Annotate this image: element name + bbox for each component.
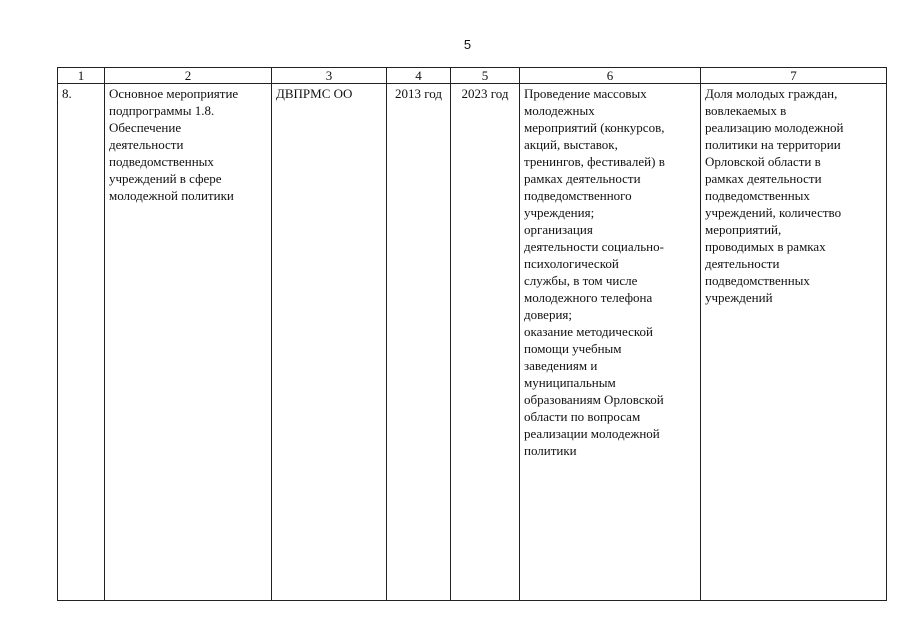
start-year-cell: 2013 год — [387, 84, 451, 601]
table-row — [58, 84, 887, 601]
description-cell: Проведение массовых молодежных мероприятий (конкурсов, акций, выставок, тренингов, фестивалей) в рамках деятельности подведомственного учреждения; организация деятельности социально- психологической службы, в том числе молодежного телефона доверия; оказание методической помощи учебным заведениям и муниципальным образованиям Орловской области по вопросам реализации молодежной политики — [520, 84, 701, 601]
header-col-7: 7 — [701, 68, 887, 84]
header-col-5: 5 — [451, 68, 520, 84]
row-number: 8. — [58, 84, 105, 601]
events-table — [57, 67, 887, 601]
header-col-6: 6 — [520, 68, 701, 84]
page-number: 5 — [463, 37, 472, 52]
header-col-3: 3 — [272, 68, 387, 84]
header-col-4: 4 — [387, 68, 451, 84]
end-year-cell: 2023 год — [451, 84, 520, 601]
executor-cell: ДВПРМС ОО — [272, 84, 387, 601]
indicator-cell: Доля молодых граждан, вовлекаемых в реализацию молодежной политики на территории Орловской области в рамках деятельности подведомственных учреждений, количество мероприятий, проводимых в рамках деятельности подведомственных учреждений — [701, 84, 887, 601]
header-row — [58, 68, 887, 84]
event-name-cell: Основное мероприятие подпрограммы 1.8. Обеспечение деятельности подведомственных учреждений в сфере молодежной политики — [105, 84, 272, 601]
header-col-2: 2 — [105, 68, 272, 84]
header-col-1: 1 — [58, 68, 105, 84]
